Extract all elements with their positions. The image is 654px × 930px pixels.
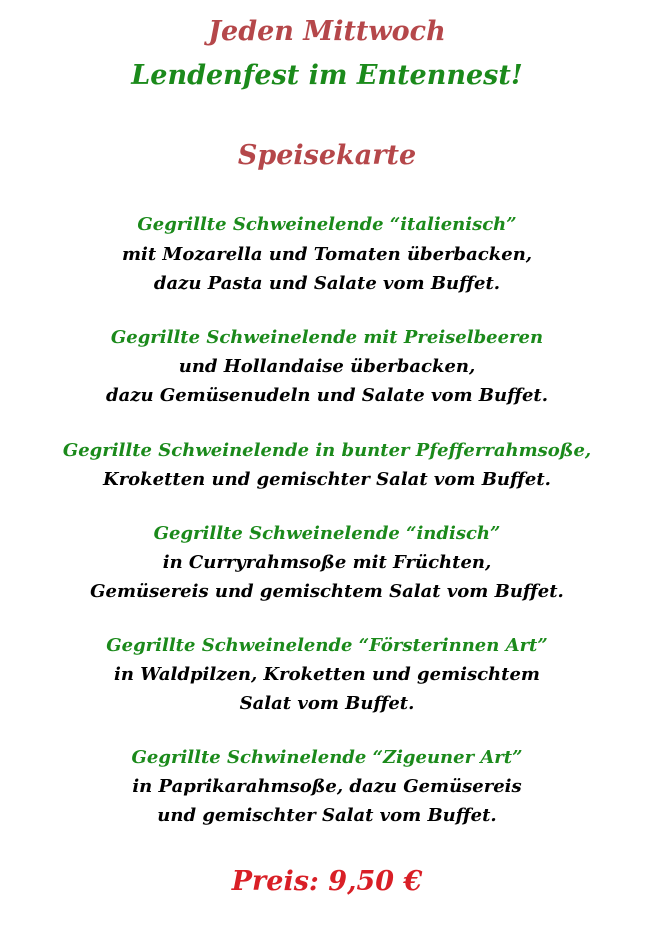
dish-description-line: in Waldpilzen, Kroketten und gemischtem [114, 664, 540, 685]
dish-description-line: dazu Pasta und Salate vom Buffet. [153, 273, 501, 294]
dish-description-line: in Curryrahmsoße mit Früchten, [162, 552, 492, 573]
dish-description-line: Salat vom Buffet. [239, 693, 415, 714]
day-heading: Jeden Mittwoch [208, 16, 446, 47]
dish-title: Gegrillte Schweinelende “indisch” [153, 523, 501, 544]
dish-title: Gegrillte Schweinelende “Försterinnen Art” [106, 635, 548, 656]
dish-description-line: Gemüsereis und gemischtem Salat vom Buffet. [90, 581, 564, 602]
dish-description-line: Kroketten und gemischter Salat vom Buffet. [103, 469, 551, 490]
price-label: Preis: 9,50 € [231, 866, 423, 897]
dish-title: Gegrillte Schweinelende “italienisch” [137, 214, 517, 235]
menu-title: Speisekarte [237, 140, 417, 171]
dish-description-line: in Paprikarahmsoße, dazu Gemüsereis [132, 776, 522, 797]
dish-title: Gegrillte Schweinelende mit Preiselbeeren [110, 327, 544, 348]
dish-description-line: und Hollandaise überbacken, [178, 356, 476, 377]
dish-description-line: mit Mozarella und Tomaten überbacken, [121, 244, 533, 265]
dish-description-line: dazu Gemüsenudeln und Salate vom Buffet. [106, 385, 548, 406]
dish-description-line: und gemischter Salat vom Buffet. [157, 805, 497, 826]
dish-title: Gegrillte Schwinelende “Zigeuner Art” [131, 747, 523, 768]
event-heading: Lendenfest im Entennest! [131, 60, 523, 91]
dish-title: Gegrillte Schweinelende in bunter Pfefferrahmsoße, [62, 440, 592, 461]
